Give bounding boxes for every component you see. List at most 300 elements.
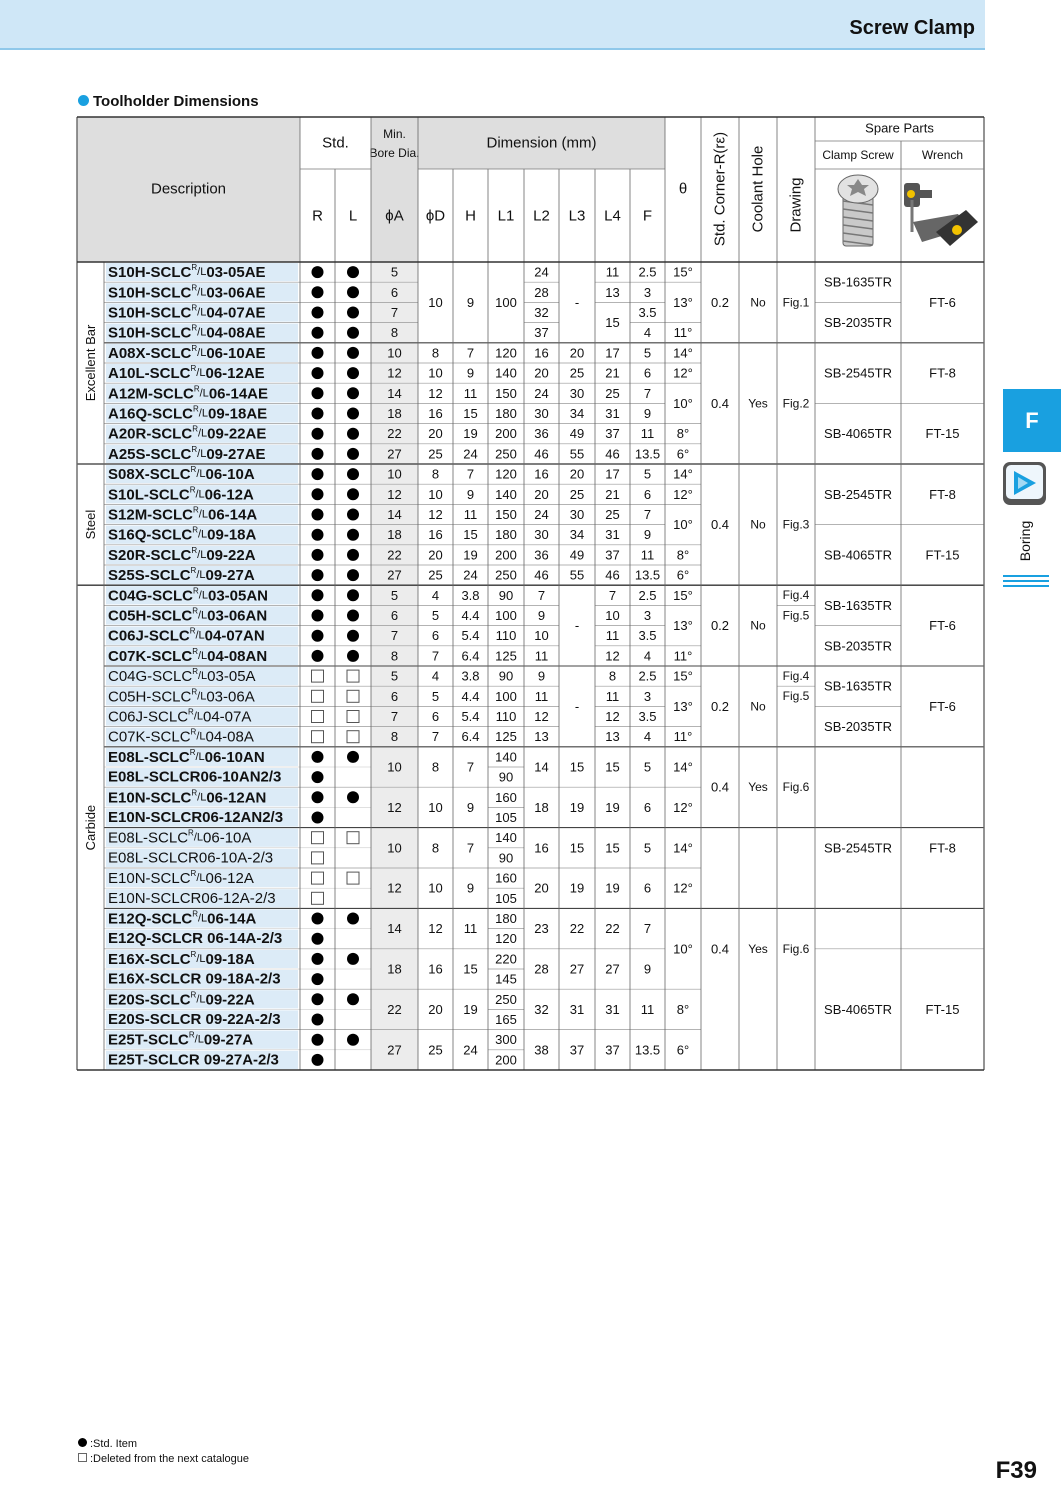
cell-L2: 9 bbox=[537, 608, 546, 623]
cell-L2: 18 bbox=[534, 799, 549, 815]
description-text bbox=[108, 283, 266, 301]
std-item-icon bbox=[312, 549, 324, 561]
superscript-r: R bbox=[191, 323, 198, 333]
header-corner-r: Std. Corner-R(rε) bbox=[711, 131, 729, 247]
cell-H: 6.4 bbox=[461, 648, 480, 664]
cell-L1: 180 bbox=[495, 527, 517, 543]
description-text: E10N-SCLCR06-12AN2/3 bbox=[108, 809, 284, 826]
cell-L1: 180 bbox=[495, 406, 517, 421]
cell-L4: 46 bbox=[605, 446, 620, 462]
cell-D: 20 bbox=[428, 1001, 443, 1017]
chapter-tab[interactable]: F bbox=[1003, 389, 1061, 452]
cell-F: 7 bbox=[643, 385, 652, 401]
cell-L2: 20 bbox=[534, 486, 549, 502]
cell-A: 12 bbox=[387, 880, 402, 896]
description-part: 09-22A bbox=[206, 546, 256, 564]
cell-L1: 140 bbox=[495, 486, 517, 502]
std-item-icon bbox=[347, 650, 359, 662]
description-text bbox=[108, 909, 257, 927]
description-text bbox=[108, 646, 267, 664]
description-part: 09-27A bbox=[203, 1031, 254, 1049]
description-text bbox=[108, 343, 266, 361]
cell-D: 16 bbox=[428, 527, 443, 543]
cell-WR: FT-8 bbox=[929, 365, 956, 381]
std-item-icon bbox=[312, 488, 324, 500]
header-L3: L3 bbox=[568, 207, 586, 225]
cell-F: 13.5 bbox=[634, 1042, 661, 1058]
cell-F: 9 bbox=[643, 961, 652, 977]
description-text bbox=[108, 869, 254, 887]
superscript-r: R bbox=[189, 484, 196, 494]
cell-D: 10 bbox=[428, 486, 443, 502]
cell-L1: 120 bbox=[495, 345, 517, 361]
std-item-icon bbox=[312, 953, 324, 965]
handedness-l: /L bbox=[197, 266, 207, 279]
bore-dia-value: 18 bbox=[387, 527, 402, 543]
description-text bbox=[108, 667, 256, 685]
cell-F: 4 bbox=[643, 325, 652, 341]
handedness-l: /L bbox=[198, 589, 208, 602]
handedness-l: /L bbox=[197, 548, 207, 561]
description-text bbox=[108, 404, 267, 422]
cell-L1: 250 bbox=[495, 446, 517, 462]
cell-L3: 34 bbox=[569, 527, 585, 543]
description-part: C04G-SCLC bbox=[108, 667, 193, 685]
cell-CH: Yes bbox=[748, 941, 768, 956]
cell-H: 3.8 bbox=[461, 668, 480, 684]
deleted-item-icon bbox=[312, 711, 324, 723]
cell-H: 15 bbox=[463, 961, 478, 977]
cell-F: 13.5 bbox=[634, 567, 661, 583]
cell-H: 11 bbox=[463, 385, 478, 401]
cell-F: 3.5 bbox=[638, 628, 657, 644]
cell-CH: Yes bbox=[748, 396, 768, 411]
deleted-item-icon bbox=[312, 670, 324, 682]
cell-L3: 19 bbox=[569, 799, 585, 815]
cell-DR: Fig.2 bbox=[782, 396, 810, 411]
cell-DR: Fig.3 bbox=[782, 517, 810, 532]
cell-L4: 12 bbox=[605, 709, 620, 724]
description-part: 04-08AE bbox=[206, 324, 266, 342]
std-item-icon bbox=[347, 286, 359, 298]
cell-F: 5 bbox=[643, 840, 652, 856]
handedness-l: /L bbox=[194, 1033, 204, 1046]
description-text: E08L-SCLCR06-10A-2/3 bbox=[108, 849, 274, 867]
std-item-icon bbox=[312, 529, 324, 541]
cell-L2: 32 bbox=[534, 305, 549, 320]
handedness-l: /L bbox=[197, 528, 208, 541]
superscript-r: R bbox=[190, 868, 197, 878]
std-item-icon bbox=[347, 549, 359, 561]
cell-TH: 6° bbox=[676, 446, 690, 462]
cell-F: 11 bbox=[640, 1001, 655, 1017]
cell-TH: 14° bbox=[673, 345, 693, 361]
cell-H: 15 bbox=[463, 527, 478, 543]
cell-H: 9 bbox=[466, 486, 475, 502]
empty-square-icon bbox=[78, 1453, 87, 1462]
deleted-item-icon bbox=[347, 711, 359, 723]
description-text: E08L-SCLCR06-10AN2/3 bbox=[108, 768, 282, 786]
superscript-r: R bbox=[193, 404, 199, 413]
cell-L1: 90 bbox=[498, 587, 514, 603]
cell-L4: 21 bbox=[605, 486, 620, 502]
description-text bbox=[108, 384, 268, 402]
description-text: E12Q-SCLCR 06-14A-2/3 bbox=[108, 930, 283, 948]
std-item-icon bbox=[347, 610, 359, 622]
cell-F: 3 bbox=[643, 608, 652, 623]
cell-L1: 220 bbox=[495, 951, 517, 967]
cell-WR: FT-15 bbox=[925, 547, 960, 563]
superscript-r: R bbox=[191, 343, 198, 353]
cell-L1: 105 bbox=[495, 810, 517, 825]
cell-F: 6 bbox=[643, 365, 652, 381]
superscript-r: R bbox=[193, 505, 199, 514]
handedness-l: /L bbox=[197, 326, 207, 339]
description-part: 09-22AE bbox=[207, 425, 267, 443]
cell-L4: 12 bbox=[605, 648, 620, 664]
cell-L1: 90 bbox=[498, 769, 514, 785]
description-part: E10N-SCLC bbox=[108, 788, 192, 806]
std-item-icon bbox=[312, 1014, 324, 1026]
bore-dia-value: 10 bbox=[387, 345, 402, 361]
cell-L4: 17 bbox=[605, 466, 620, 482]
handedness-l: /L bbox=[197, 690, 207, 703]
cell-TH: 14° bbox=[673, 840, 693, 856]
description-part: S20R-SCLC bbox=[108, 546, 192, 564]
cell-D: 20 bbox=[428, 426, 443, 442]
cell-D: 10 bbox=[428, 880, 443, 896]
cell-H: 7 bbox=[466, 840, 475, 856]
description-part: 09-27AE bbox=[206, 445, 266, 463]
cell-L2: 37 bbox=[534, 325, 549, 341]
cell-L3: 25 bbox=[569, 365, 585, 381]
std-item-icon bbox=[312, 468, 324, 480]
cell-L4: 37 bbox=[605, 547, 620, 563]
cell-TH: 12° bbox=[673, 365, 693, 381]
description-part: S10L-SCLC bbox=[108, 485, 190, 503]
description-part: 04-07A bbox=[203, 708, 252, 725]
std-item-icon bbox=[347, 630, 359, 642]
description-text: E25T-SCLCR 09-27A-2/3 bbox=[108, 1051, 279, 1069]
cell-CH: Yes bbox=[748, 780, 768, 795]
description-part: 06-10A bbox=[203, 829, 252, 847]
cell-L3: - bbox=[574, 698, 580, 714]
cell-L2: 30 bbox=[534, 527, 549, 543]
cell-H: 19 bbox=[463, 547, 478, 563]
cell-D: 5 bbox=[431, 608, 440, 623]
handedness-l: /L bbox=[197, 649, 208, 662]
cell-L1: 180 bbox=[495, 911, 517, 926]
cell-CH: No bbox=[750, 295, 766, 310]
cell-H: 9 bbox=[466, 294, 475, 310]
cell-L1: 110 bbox=[495, 628, 517, 644]
std-item-icon bbox=[347, 509, 359, 521]
cell-H: 19 bbox=[463, 1001, 478, 1017]
handedness-l: /L bbox=[197, 791, 207, 804]
cell-L1: 140 bbox=[495, 749, 517, 765]
cell-CS: SB-1635TR bbox=[824, 678, 892, 694]
cell-L2: 16 bbox=[534, 466, 549, 482]
deleted-item-icon bbox=[347, 670, 359, 682]
handedness-l: /L bbox=[193, 710, 203, 723]
cell-L4: 21 bbox=[605, 365, 620, 381]
cell-TH: 13° bbox=[673, 698, 693, 714]
std-item-icon bbox=[347, 266, 359, 278]
description-part: C05H-SCLC bbox=[108, 687, 192, 705]
cell-L4: 31 bbox=[605, 1001, 620, 1017]
cell-CR: 0.2 bbox=[710, 618, 730, 634]
cell-TH: 12° bbox=[673, 486, 693, 502]
cell-A: 27 bbox=[387, 1042, 402, 1058]
description-part: 09-18AE bbox=[207, 405, 268, 422]
description-part: 03-05AN bbox=[207, 586, 269, 604]
bore-dia-value: 6 bbox=[390, 284, 399, 300]
cell-WR: FT-8 bbox=[929, 840, 956, 856]
cell-L3: 27 bbox=[569, 961, 585, 977]
std-item-icon bbox=[312, 1054, 324, 1066]
superscript-r: R bbox=[188, 707, 194, 716]
bore-dia-value: 12 bbox=[387, 486, 402, 502]
bore-dia-value: 5 bbox=[390, 668, 399, 684]
cell-L1: 110 bbox=[495, 709, 517, 724]
superscript-r: R bbox=[193, 585, 199, 595]
handedness-l: /L bbox=[197, 306, 207, 319]
deleted-item-icon bbox=[347, 872, 359, 884]
std-item-icon bbox=[312, 387, 324, 399]
cell-L4: 22 bbox=[605, 921, 620, 937]
bore-dia-value: 6 bbox=[390, 608, 399, 623]
cell-L2: 10 bbox=[534, 628, 549, 644]
cell-F: 11 bbox=[640, 426, 655, 442]
cell-F: 6 bbox=[643, 799, 652, 815]
cell-L2: 7 bbox=[537, 587, 546, 603]
superscript-r: R bbox=[191, 282, 198, 292]
std-item-icon bbox=[312, 933, 324, 945]
cell-L2: 11 bbox=[534, 688, 549, 704]
cell-L1: 140 bbox=[495, 365, 517, 381]
cell-D: 12 bbox=[428, 507, 443, 522]
cell-CS: SB-2545TR bbox=[824, 486, 892, 502]
description-part: 03-06AE bbox=[206, 283, 266, 301]
cell-CR: 0.2 bbox=[710, 698, 730, 714]
superscript-r: R bbox=[192, 646, 198, 656]
bore-dia-value: 18 bbox=[387, 406, 402, 421]
header-wrench: Wrench bbox=[921, 148, 964, 162]
cell-TH: 14° bbox=[673, 466, 693, 482]
cell-F: 2.5 bbox=[638, 264, 657, 280]
bore-dia-value: 5 bbox=[390, 587, 399, 603]
cell-L1: 100 bbox=[495, 294, 517, 310]
cell-L2: 24 bbox=[534, 385, 549, 401]
std-item-icon bbox=[312, 286, 324, 298]
cell-L2: 23 bbox=[534, 921, 549, 937]
cell-H: 24 bbox=[463, 1042, 478, 1058]
superscript-r: R bbox=[190, 949, 197, 959]
description-part: 03-05A bbox=[207, 667, 256, 685]
cell-TH: 10° bbox=[673, 517, 693, 533]
cell-H: 7 bbox=[466, 345, 475, 361]
cell-L1: 200 bbox=[495, 426, 517, 442]
cell-F: 11 bbox=[640, 547, 655, 563]
description-text bbox=[108, 364, 265, 382]
cell-L4: 11 bbox=[605, 688, 620, 704]
superscript-r: R bbox=[190, 464, 197, 474]
bore-dia-value: 14 bbox=[387, 385, 402, 401]
description-part: 09-22A bbox=[205, 990, 255, 1008]
bore-dia-value: 8 bbox=[390, 648, 399, 664]
cell-H: 19 bbox=[463, 426, 478, 442]
superscript-r: R bbox=[188, 828, 194, 838]
description-part: A08X-SCLC bbox=[108, 344, 192, 362]
std-item-icon bbox=[312, 973, 324, 985]
description-part: A10L-SCLC bbox=[108, 364, 191, 382]
cell-F: 3 bbox=[643, 688, 652, 704]
cell-F: 4 bbox=[643, 729, 652, 745]
bore-dia-value: 22 bbox=[387, 426, 402, 442]
header-R: R bbox=[312, 207, 323, 225]
superscript-r: R bbox=[190, 727, 197, 737]
description-part: S10H-SCLC bbox=[108, 324, 192, 342]
cell-H: 11 bbox=[463, 507, 478, 522]
cell-D: 6 bbox=[431, 628, 440, 644]
cell-D: 7 bbox=[431, 729, 440, 745]
cell-L4: 25 bbox=[605, 385, 620, 401]
deleted-item-icon bbox=[312, 852, 324, 864]
description-part: S25S-SCLC bbox=[108, 566, 191, 584]
cell-D: 10 bbox=[428, 799, 443, 815]
cell-F: 5 bbox=[643, 466, 652, 482]
superscript-r: R bbox=[192, 525, 198, 535]
header-dimension: Dimension (mm) bbox=[486, 134, 597, 152]
description-part: S12M-SCLC bbox=[108, 506, 194, 523]
description-part: 06-14A bbox=[207, 910, 257, 927]
std-item-icon bbox=[312, 347, 324, 359]
cell-L4: 8 bbox=[608, 668, 617, 684]
cell-A: 10 bbox=[387, 759, 402, 775]
handedness-l: /L bbox=[196, 569, 206, 582]
superscript-r: R bbox=[193, 383, 200, 393]
cell-L1: 250 bbox=[495, 991, 517, 1007]
description-part: A12M-SCLC bbox=[108, 384, 194, 402]
legend bbox=[78, 1437, 249, 1467]
std-item-icon bbox=[347, 569, 359, 581]
std-item-icon bbox=[347, 408, 359, 420]
cell-L3: - bbox=[574, 618, 580, 634]
cell-L2: 20 bbox=[534, 365, 549, 381]
cell-D: 4 bbox=[431, 587, 440, 603]
cell-D: 8 bbox=[431, 345, 440, 361]
description-part: E12Q-SCLC bbox=[108, 910, 193, 927]
std-item-icon bbox=[347, 751, 359, 763]
superscript-r: R bbox=[192, 909, 198, 918]
handedness-l: /L bbox=[193, 831, 204, 844]
std-item-icon bbox=[347, 953, 359, 965]
cell-F: 3 bbox=[643, 284, 652, 300]
cell-DR: Fig.5 bbox=[782, 608, 810, 623]
bore-dia-value: 7 bbox=[390, 305, 399, 320]
header-spare-parts: Spare Parts bbox=[865, 120, 934, 136]
cell-L3: 30 bbox=[569, 507, 585, 522]
bore-dia-value: 8 bbox=[390, 325, 399, 341]
description-part: C07K-SCLC bbox=[108, 728, 191, 746]
header-clamp-screw: Clamp Screw bbox=[822, 148, 894, 162]
cell-L1: 100 bbox=[495, 608, 517, 623]
handedness-l: /L bbox=[198, 508, 208, 521]
std-item-icon bbox=[347, 307, 359, 319]
cell-A: 18 bbox=[387, 961, 402, 977]
cell-L3: 55 bbox=[569, 567, 585, 583]
description-part: E25T-SCLC bbox=[108, 1031, 189, 1049]
std-item-icon bbox=[347, 589, 359, 601]
std-item-icon bbox=[347, 488, 359, 500]
handedness-l: /L bbox=[195, 488, 205, 501]
deleted-item-icon bbox=[312, 731, 324, 743]
legend-std-text: :Std. Item bbox=[90, 1438, 138, 1450]
cell-CH: No bbox=[750, 517, 766, 532]
handedness-l: /L bbox=[196, 730, 206, 743]
cell-TH: 6° bbox=[676, 1042, 690, 1058]
cell-L1: 160 bbox=[495, 870, 517, 886]
cell-D: 12 bbox=[428, 921, 443, 937]
cell-D: 10 bbox=[428, 365, 443, 381]
description-text bbox=[108, 687, 255, 705]
header-F: F bbox=[642, 207, 653, 225]
cell-D: 12 bbox=[428, 385, 443, 401]
description-text bbox=[108, 788, 266, 806]
description-part: 06-12A bbox=[205, 869, 254, 887]
cell-L1: 105 bbox=[495, 890, 517, 906]
description-text: E20S-SCLCR 09-22A-2/3 bbox=[108, 1011, 281, 1028]
superscript-r: R bbox=[189, 626, 196, 636]
wrench-icon bbox=[904, 183, 978, 246]
cell-D: 25 bbox=[428, 567, 443, 583]
cell-D: 5 bbox=[431, 688, 440, 704]
cell-L3: 20 bbox=[569, 345, 585, 361]
boring-label bbox=[1012, 512, 1038, 570]
superscript-r: R bbox=[188, 1030, 195, 1040]
std-item-icon bbox=[312, 751, 324, 763]
cell-D: 7 bbox=[431, 648, 440, 664]
std-item-icon bbox=[312, 913, 324, 925]
description-part: 09-18A bbox=[207, 526, 257, 544]
cell-WR: FT-8 bbox=[929, 486, 956, 502]
cell-CS: SB-4065TR bbox=[824, 426, 892, 442]
cell-L2: 46 bbox=[534, 446, 549, 462]
cell-CS: SB-1635TR bbox=[824, 274, 892, 290]
cell-L1: 100 bbox=[495, 688, 517, 704]
group-label: Carbide bbox=[83, 804, 98, 851]
superscript-r: R bbox=[191, 686, 198, 696]
cell-L4: 11 bbox=[605, 628, 620, 644]
cell-L3: 34 bbox=[569, 406, 585, 421]
deleted-item-icon bbox=[347, 690, 359, 702]
superscript-r: R bbox=[192, 424, 198, 434]
description-part: 06-10AE bbox=[206, 344, 266, 362]
cell-TH: 12° bbox=[673, 880, 693, 896]
cell-L3: 49 bbox=[569, 426, 585, 442]
std-item-icon bbox=[312, 509, 324, 521]
handedness-l: /L bbox=[199, 387, 209, 400]
std-item-icon bbox=[312, 610, 324, 622]
cell-CR: 0.4 bbox=[710, 941, 730, 957]
header-coolant-hole: Coolant Hole bbox=[749, 145, 767, 233]
superscript-r: R bbox=[190, 363, 197, 373]
bore-dia-value: 14 bbox=[387, 507, 402, 522]
cell-L4: 46 bbox=[605, 567, 620, 583]
cell-L4: 37 bbox=[605, 1042, 620, 1058]
cell-TH: 15° bbox=[673, 264, 693, 280]
cell-L3: 31 bbox=[569, 1001, 585, 1017]
